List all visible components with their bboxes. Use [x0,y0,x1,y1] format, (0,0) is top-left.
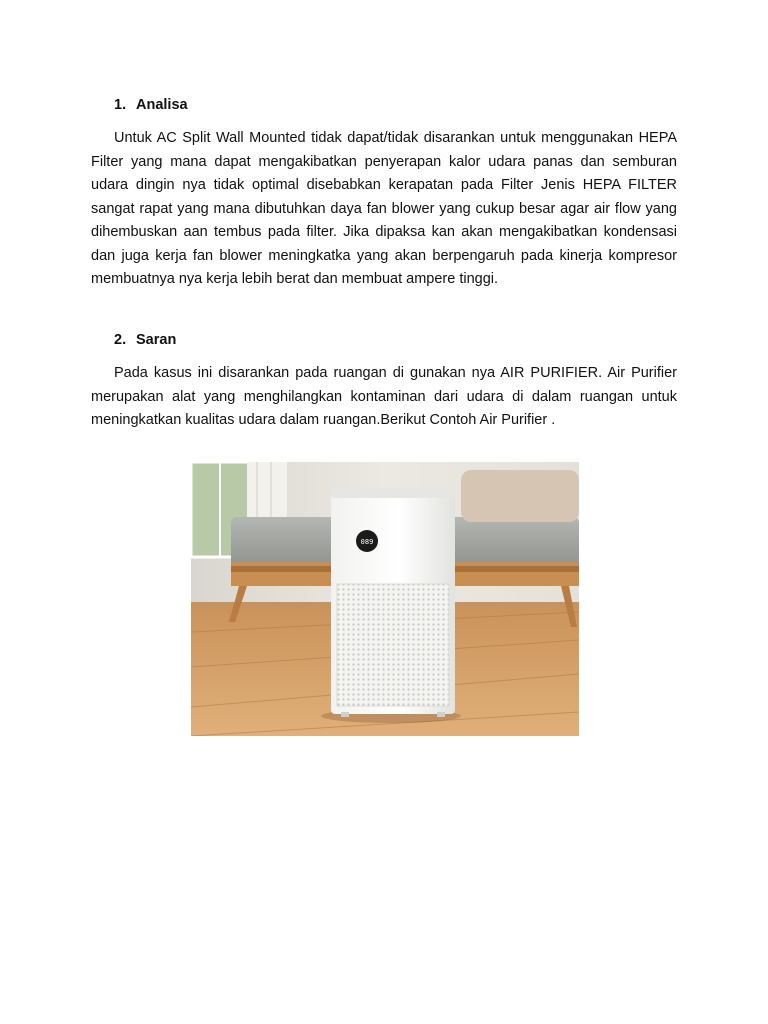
analisa-paragraph: Untuk AC Split Wall Mounted tidak dapat/tidak disarankan untuk menggunakan HEPA Filter yang mana dapat mengakibatkan penyerapan kalor udara panas dan semburan udara dingin nya tidak optimal disebabkan kerapatan pada Filter Jenis HEPA FILTER sangat rapat yang mana dibutuhkan daya fan blower yang cukup besar agar air flow yang dihembuskan aan tembus pada filter. Jika dipaksa kan akan mengakibatkan kondensasi dan juga kerja fan blower meningkatka yang akan berpengaruh pada kinerja kompresor membuatnya nya kerja lebih berat dan membuat ampere tinggi. [91,130,677,287]
air-purifier [331,488,455,717]
air-purifier-photo [191,462,579,736]
purifier-grille [337,584,449,706]
purifier-display-digits: 089 [360,538,374,546]
saran-paragraph: Pada kasus ini disarankan pada ruangan di gunakan nya AIR PURIFIER. Air Purifier merupakan alat yang menghilangkan kontaminan dari udara di dalam ruangan untuk meningkatkan kualitas udara dalam ruangan.Berikut Contoh Air Purifier . [91,365,677,428]
section-title: Analisa [136,97,188,113]
section-title: Saran [136,332,177,348]
section-heading-analisa [114,96,188,114]
section-heading-saran [114,331,176,349]
section-number: 1. [114,97,127,113]
section-number: 2. [114,332,127,348]
